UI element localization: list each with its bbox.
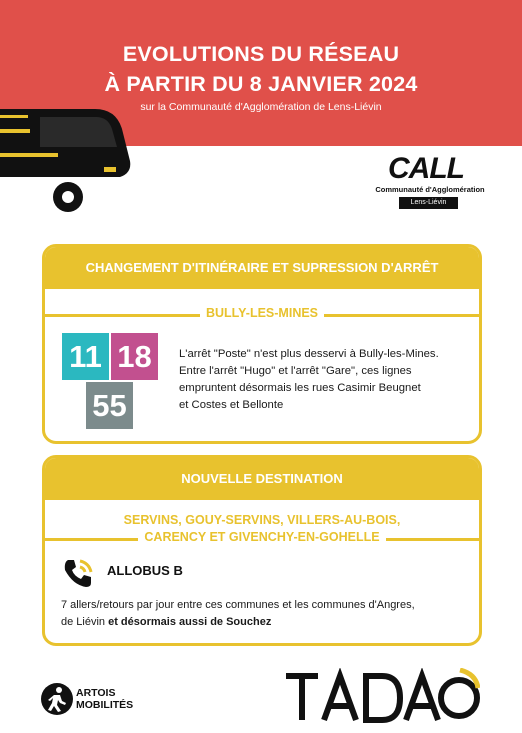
artois-mobilites-logo: [40, 682, 160, 718]
bully-subheading: BULLY-LES-MINES: [45, 306, 479, 320]
new-destination-heading: NOUVELLE DESTINATION: [45, 458, 479, 500]
description-line: Entre l'arrêt "Hugo" et l'arrêt "Gare", ces lignes: [179, 365, 412, 377]
call-logo: [370, 152, 490, 214]
destinations-subheading-line1: SERVINS, GOUY-SERVINS, VILLERS-AU-BOIS,: [123, 513, 401, 527]
line-55-badge: 55: [86, 382, 133, 429]
description-normal-text: de Liévin: [61, 616, 109, 628]
artois-line2: MOBILITÉS: [76, 699, 134, 711]
artois-mobilites-text: [76, 687, 133, 711]
artois-walker-icon: [40, 682, 74, 716]
bus-illustration: [0, 103, 140, 223]
description-line: L'arrêt "Poste" n'est plus desservi à Bully-les-Mines.: [179, 348, 439, 360]
destination-description: [61, 597, 415, 631]
call-wordmark: CALL: [388, 152, 464, 185]
artois-line1: ARTOIS: [76, 687, 116, 699]
page-subtitle: sur la Communauté d'Agglomération de Lens-Liévin: [140, 101, 382, 113]
line-11-badge: 11: [62, 333, 109, 380]
call-logo-line2: Lens-Liévin: [399, 197, 458, 209]
allobus-label: ALLOBUS B: [107, 563, 183, 578]
bully-description: [179, 346, 439, 414]
page-title-line2: À PARTIR DU 8 JANVIER 2024: [104, 72, 418, 96]
line-18-badge: 18: [111, 333, 158, 380]
new-destination-card: [42, 455, 482, 646]
destinations-subheading-line2: CARENCY ET GIVENCHY-EN-GOHELLE: [45, 530, 479, 544]
tadao-logo: [284, 668, 480, 724]
description-line: et Costes et Bellonte: [179, 399, 284, 411]
itinerary-change-card: [42, 244, 482, 444]
description-line: 7 allers/retours par jour entre ces communes et les communes d'Angres,: [61, 599, 415, 611]
description-line: [61, 614, 415, 631]
description-line: empruntent désormais les rues Casimir Beugnet: [179, 382, 421, 394]
phone-icon: [61, 556, 95, 590]
call-logo-line1: Communauté d'Agglomération: [375, 185, 485, 194]
page-title-line1: EVOLUTIONS DU RÉSEAU: [122, 42, 400, 66]
tadao-wordmark-text: TADAO: [284, 668, 288, 669]
itinerary-change-heading: CHANGEMENT D'ITINÉRAIRE ET SUPRESSION D'ARRÊT: [45, 247, 479, 289]
description-bold-text: et désormais aussi de Souchez: [108, 616, 272, 628]
